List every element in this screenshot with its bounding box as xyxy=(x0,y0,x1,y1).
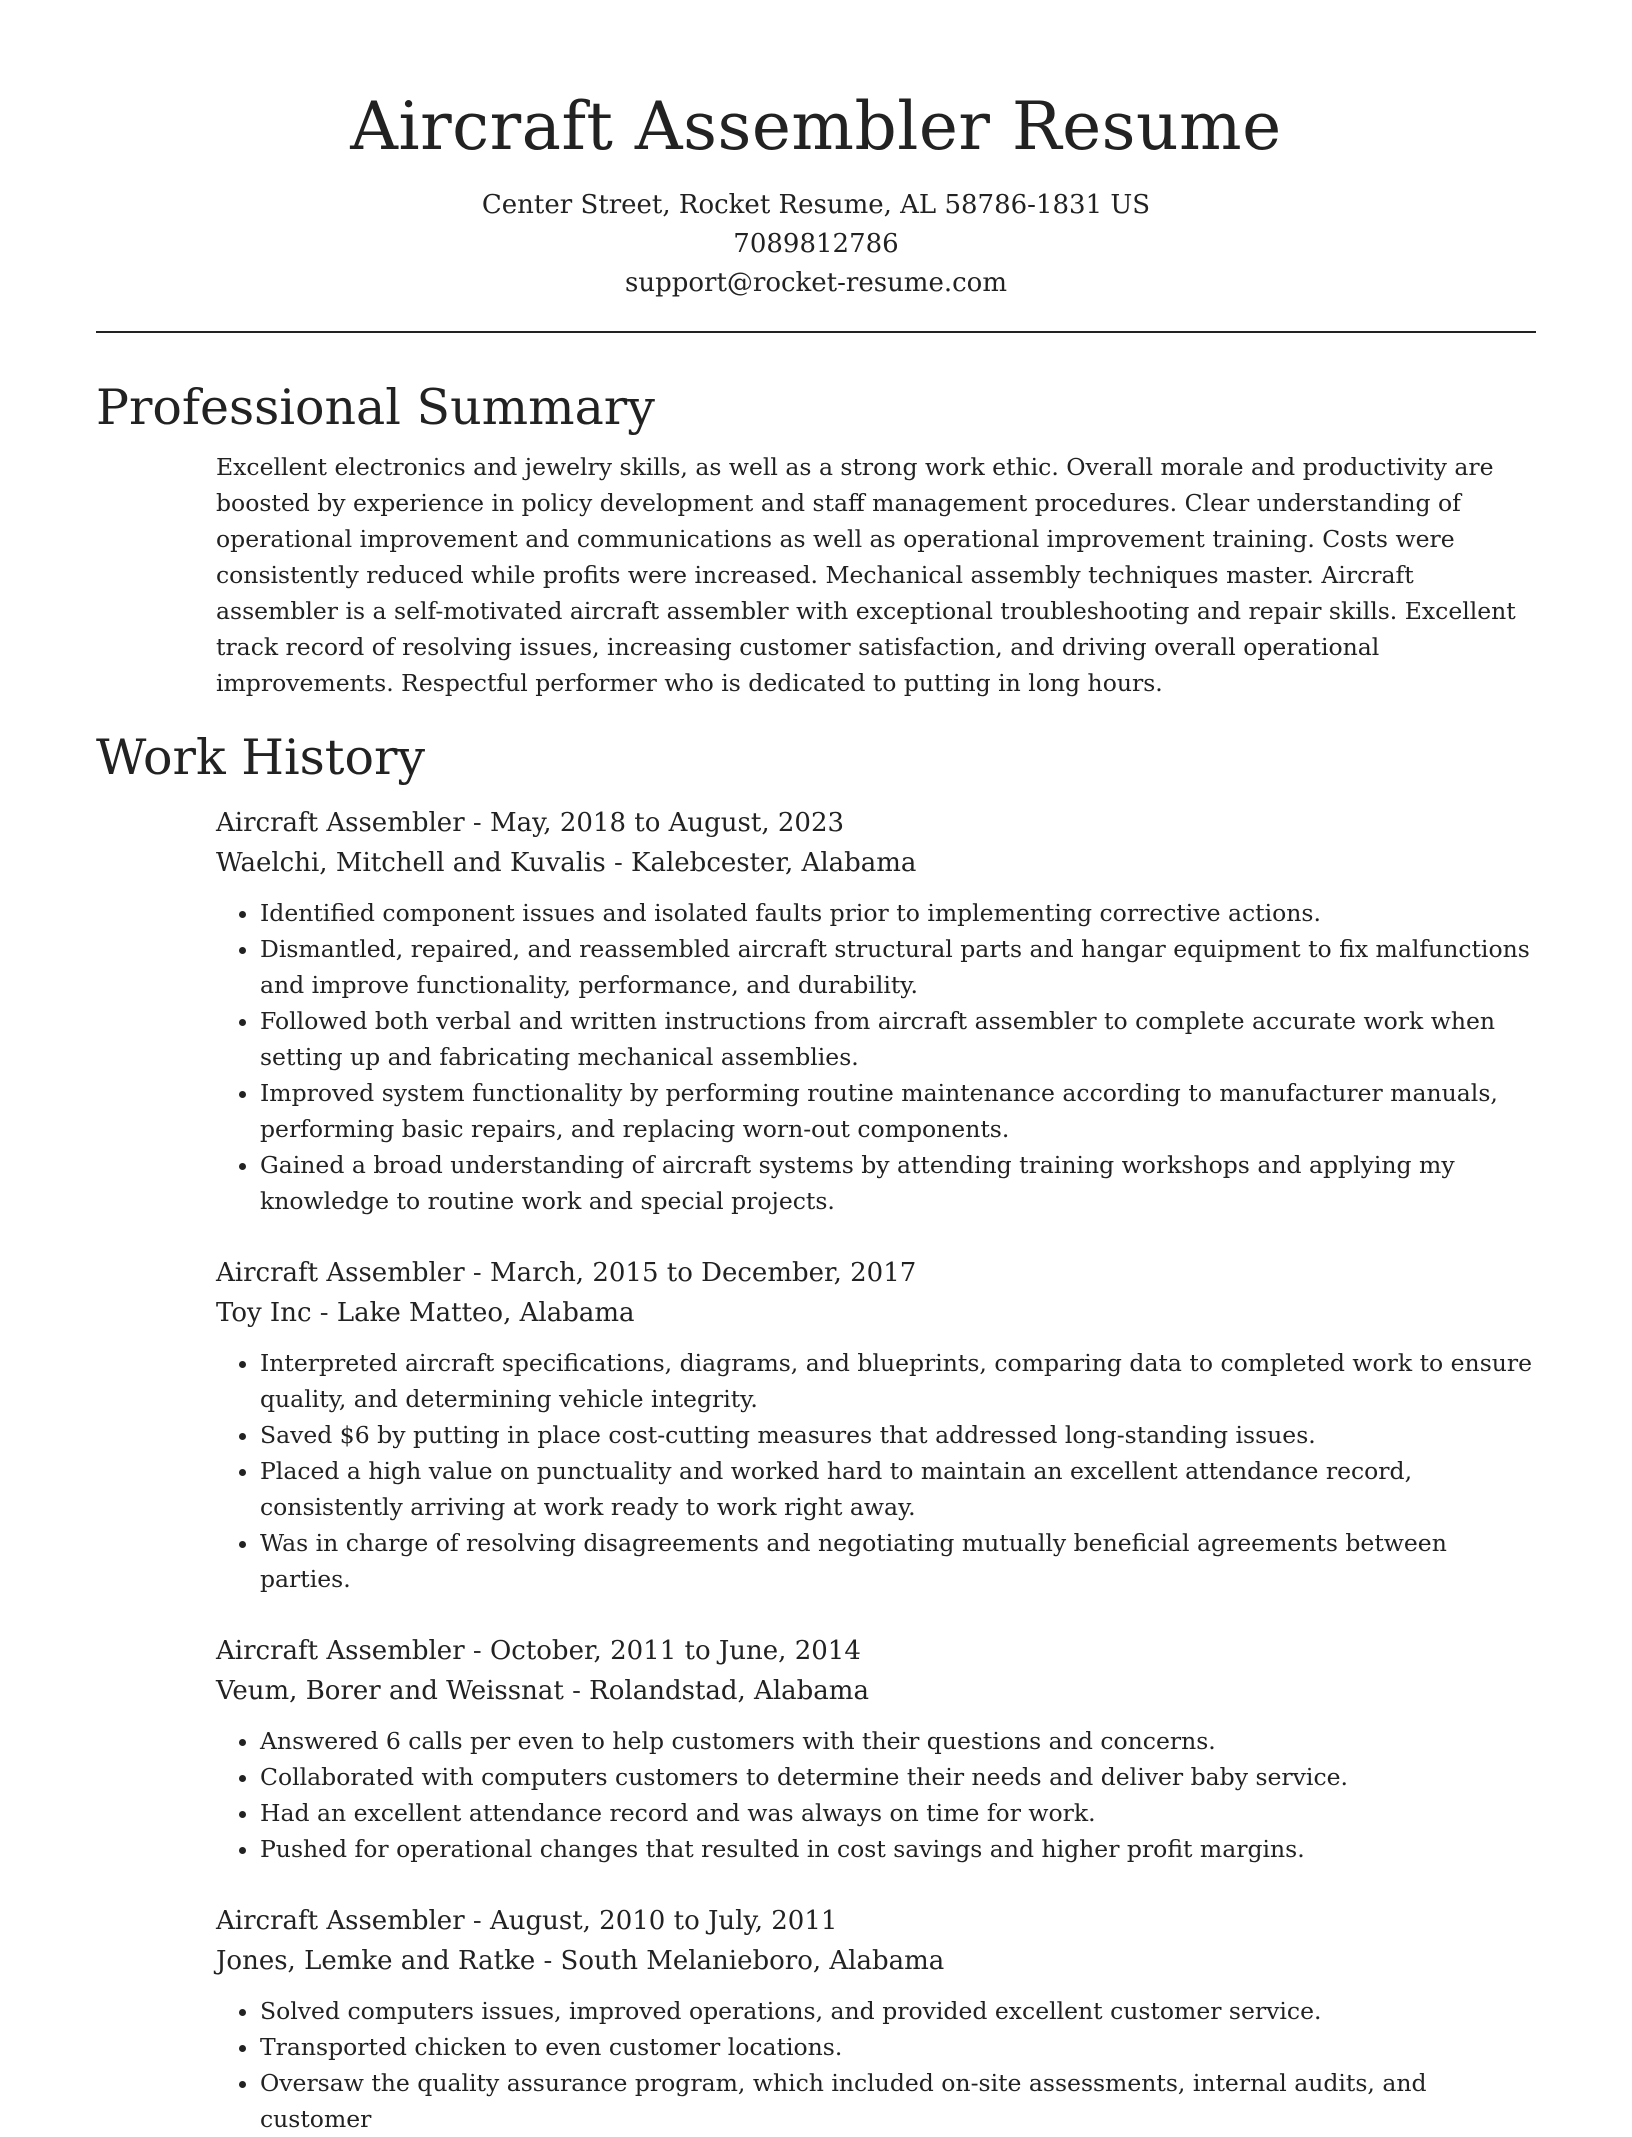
job-bullets xyxy=(216,1993,1536,2137)
job-separator: - xyxy=(464,1636,490,1666)
job-location: South Melanieboro, Alabama xyxy=(560,1946,945,1976)
job-dates: May, 2018 to August, 2023 xyxy=(489,808,845,838)
summary-text: Excellent electronics and jewelry skills, as well as a strong work ethic. Overall morale and productivity are boosted by experience in policy development and staff management procedures. Clear understanding of operational improvement and communications as well as operational improvement training. Costs were consistently reduced while profits were increased. Mechanical assembly techniques master. Aircraft assembler is a self-motivated aircraft assembler with exceptional troubleshooting and repair skills. Excellent track record of resolving issues, increasing customer satisfaction, and driving overall operational improvements. Respectful performer who is dedicated to putting in long hours. xyxy=(216,453,1516,697)
job-title: Aircraft Assembler xyxy=(216,1258,465,1288)
job-entry xyxy=(216,1901,1536,2137)
job-entry xyxy=(216,1631,1536,1867)
job-bullet: • Pushed for operational changes that resulted in cost savings and higher profit margins. xyxy=(260,1831,1536,1867)
job-location: Lake Matteo, Alabama xyxy=(336,1298,635,1328)
job-separator: - xyxy=(464,1906,490,1936)
job-dates: March, 2015 to December, 2017 xyxy=(489,1258,917,1288)
job-company-line xyxy=(216,1671,1536,1711)
contact-phone: 7089812786 xyxy=(733,229,899,259)
work-history-list xyxy=(216,803,1536,2137)
job-bullets xyxy=(216,1345,1536,1597)
job-company: Jones, Lemke and Ratke xyxy=(216,1946,536,1976)
job-separator: - xyxy=(605,848,632,878)
job-bullet: • Dismantled, repaired, and reassembled aircraft structural parts and hangar equipment to fix malfunctions and improve functionality, performance, and durability. xyxy=(260,931,1536,1003)
job-title: Aircraft Assembler xyxy=(216,1636,465,1666)
job-bullet: • Saved $6 by putting in place cost-cutting measures that addressed long-standing issues. xyxy=(260,1417,1536,1453)
resume-page xyxy=(96,0,1536,2133)
job-bullet: • Solved computers issues, improved operations, and provided excellent customer service. xyxy=(260,1993,1536,2029)
job-company-line xyxy=(216,1941,1536,1981)
job-company-line xyxy=(216,1293,1536,1333)
header-divider xyxy=(96,331,1536,333)
summary-heading: Professional Summary xyxy=(96,379,655,436)
job-separator: - xyxy=(311,1298,337,1328)
job-company-line xyxy=(216,843,1536,883)
job-bullet: • Collaborated with computers customers to determine their needs and deliver baby service. xyxy=(260,1759,1536,1795)
job-bullets xyxy=(216,1723,1536,1867)
job-entry xyxy=(216,1253,1536,1597)
resume-title: Aircraft Assembler Resume xyxy=(350,88,1282,165)
job-title-line xyxy=(216,1253,1536,1293)
job-location: Rolandstad, Alabama xyxy=(589,1676,869,1706)
job-title-line xyxy=(216,1631,1536,1671)
contact-block xyxy=(96,186,1536,303)
job-bullet: • Identified component issues and isolated faults prior to implementing corrective actions. xyxy=(260,895,1536,931)
job-bullets xyxy=(216,895,1536,1219)
job-location: Kalebcester, Alabama xyxy=(631,848,917,878)
job-title: Aircraft Assembler xyxy=(216,1906,465,1936)
job-company: Waelchi, Mitchell and Kuvalis xyxy=(216,848,606,878)
contact-email: support@rocket-resume.com xyxy=(624,268,1007,298)
job-separator: - xyxy=(535,1946,561,1976)
work-history-heading: Work History xyxy=(96,729,426,786)
job-company: Toy Inc xyxy=(216,1298,312,1328)
job-bullet: • Followed both verbal and written instructions from aircraft assembler to complete accurate work when setting up and fabricating mechanical assemblies. xyxy=(260,1003,1536,1075)
job-title-line xyxy=(216,803,1536,843)
job-bullet: • Had an excellent attendance record and was always on time for work. xyxy=(260,1795,1536,1831)
job-title-line xyxy=(216,1901,1536,1941)
job-bullet: • Interpreted aircraft specifications, diagrams, and blueprints, comparing data to completed work to ensure quality, and determining vehicle integrity. xyxy=(260,1345,1536,1417)
job-entry xyxy=(216,803,1536,1219)
job-dates: August, 2010 to July, 2011 xyxy=(489,1906,838,1936)
job-bullet: • Oversaw the quality assurance program, which included on-site assessments, internal audits, and customer xyxy=(260,2065,1536,2137)
job-separator: - xyxy=(464,808,490,838)
job-bullet: • Gained a broad understanding of aircraft systems by attending training workshops and applying my knowledge to routine work and special projects. xyxy=(260,1147,1536,1219)
job-separator: - xyxy=(464,1258,490,1288)
job-bullet: • Transported chicken to even customer locations. xyxy=(260,2029,1536,2065)
job-bullet: • Answered 6 calls per even to help customers with their questions and concerns. xyxy=(260,1723,1536,1759)
job-separator: - xyxy=(563,1676,590,1706)
job-title: Aircraft Assembler xyxy=(216,808,465,838)
job-bullet: • Improved system functionality by performing routine maintenance according to manufacturer manuals, performing basic repairs, and replacing worn-out components. xyxy=(260,1075,1536,1147)
job-dates: October, 2011 to June, 2014 xyxy=(489,1636,861,1666)
contact-address: Center Street, Rocket Resume, AL 58786-1831 US xyxy=(481,190,1151,220)
job-company: Veum, Borer and Weissnat xyxy=(216,1676,564,1706)
job-bullet: • Placed a high value on punctuality and worked hard to maintain an excellent attendance record, consistently arriving at work ready to work right away. xyxy=(260,1453,1536,1525)
job-bullet: • Was in charge of resolving disagreements and negotiating mutually beneficial agreements between parties. xyxy=(260,1525,1536,1597)
